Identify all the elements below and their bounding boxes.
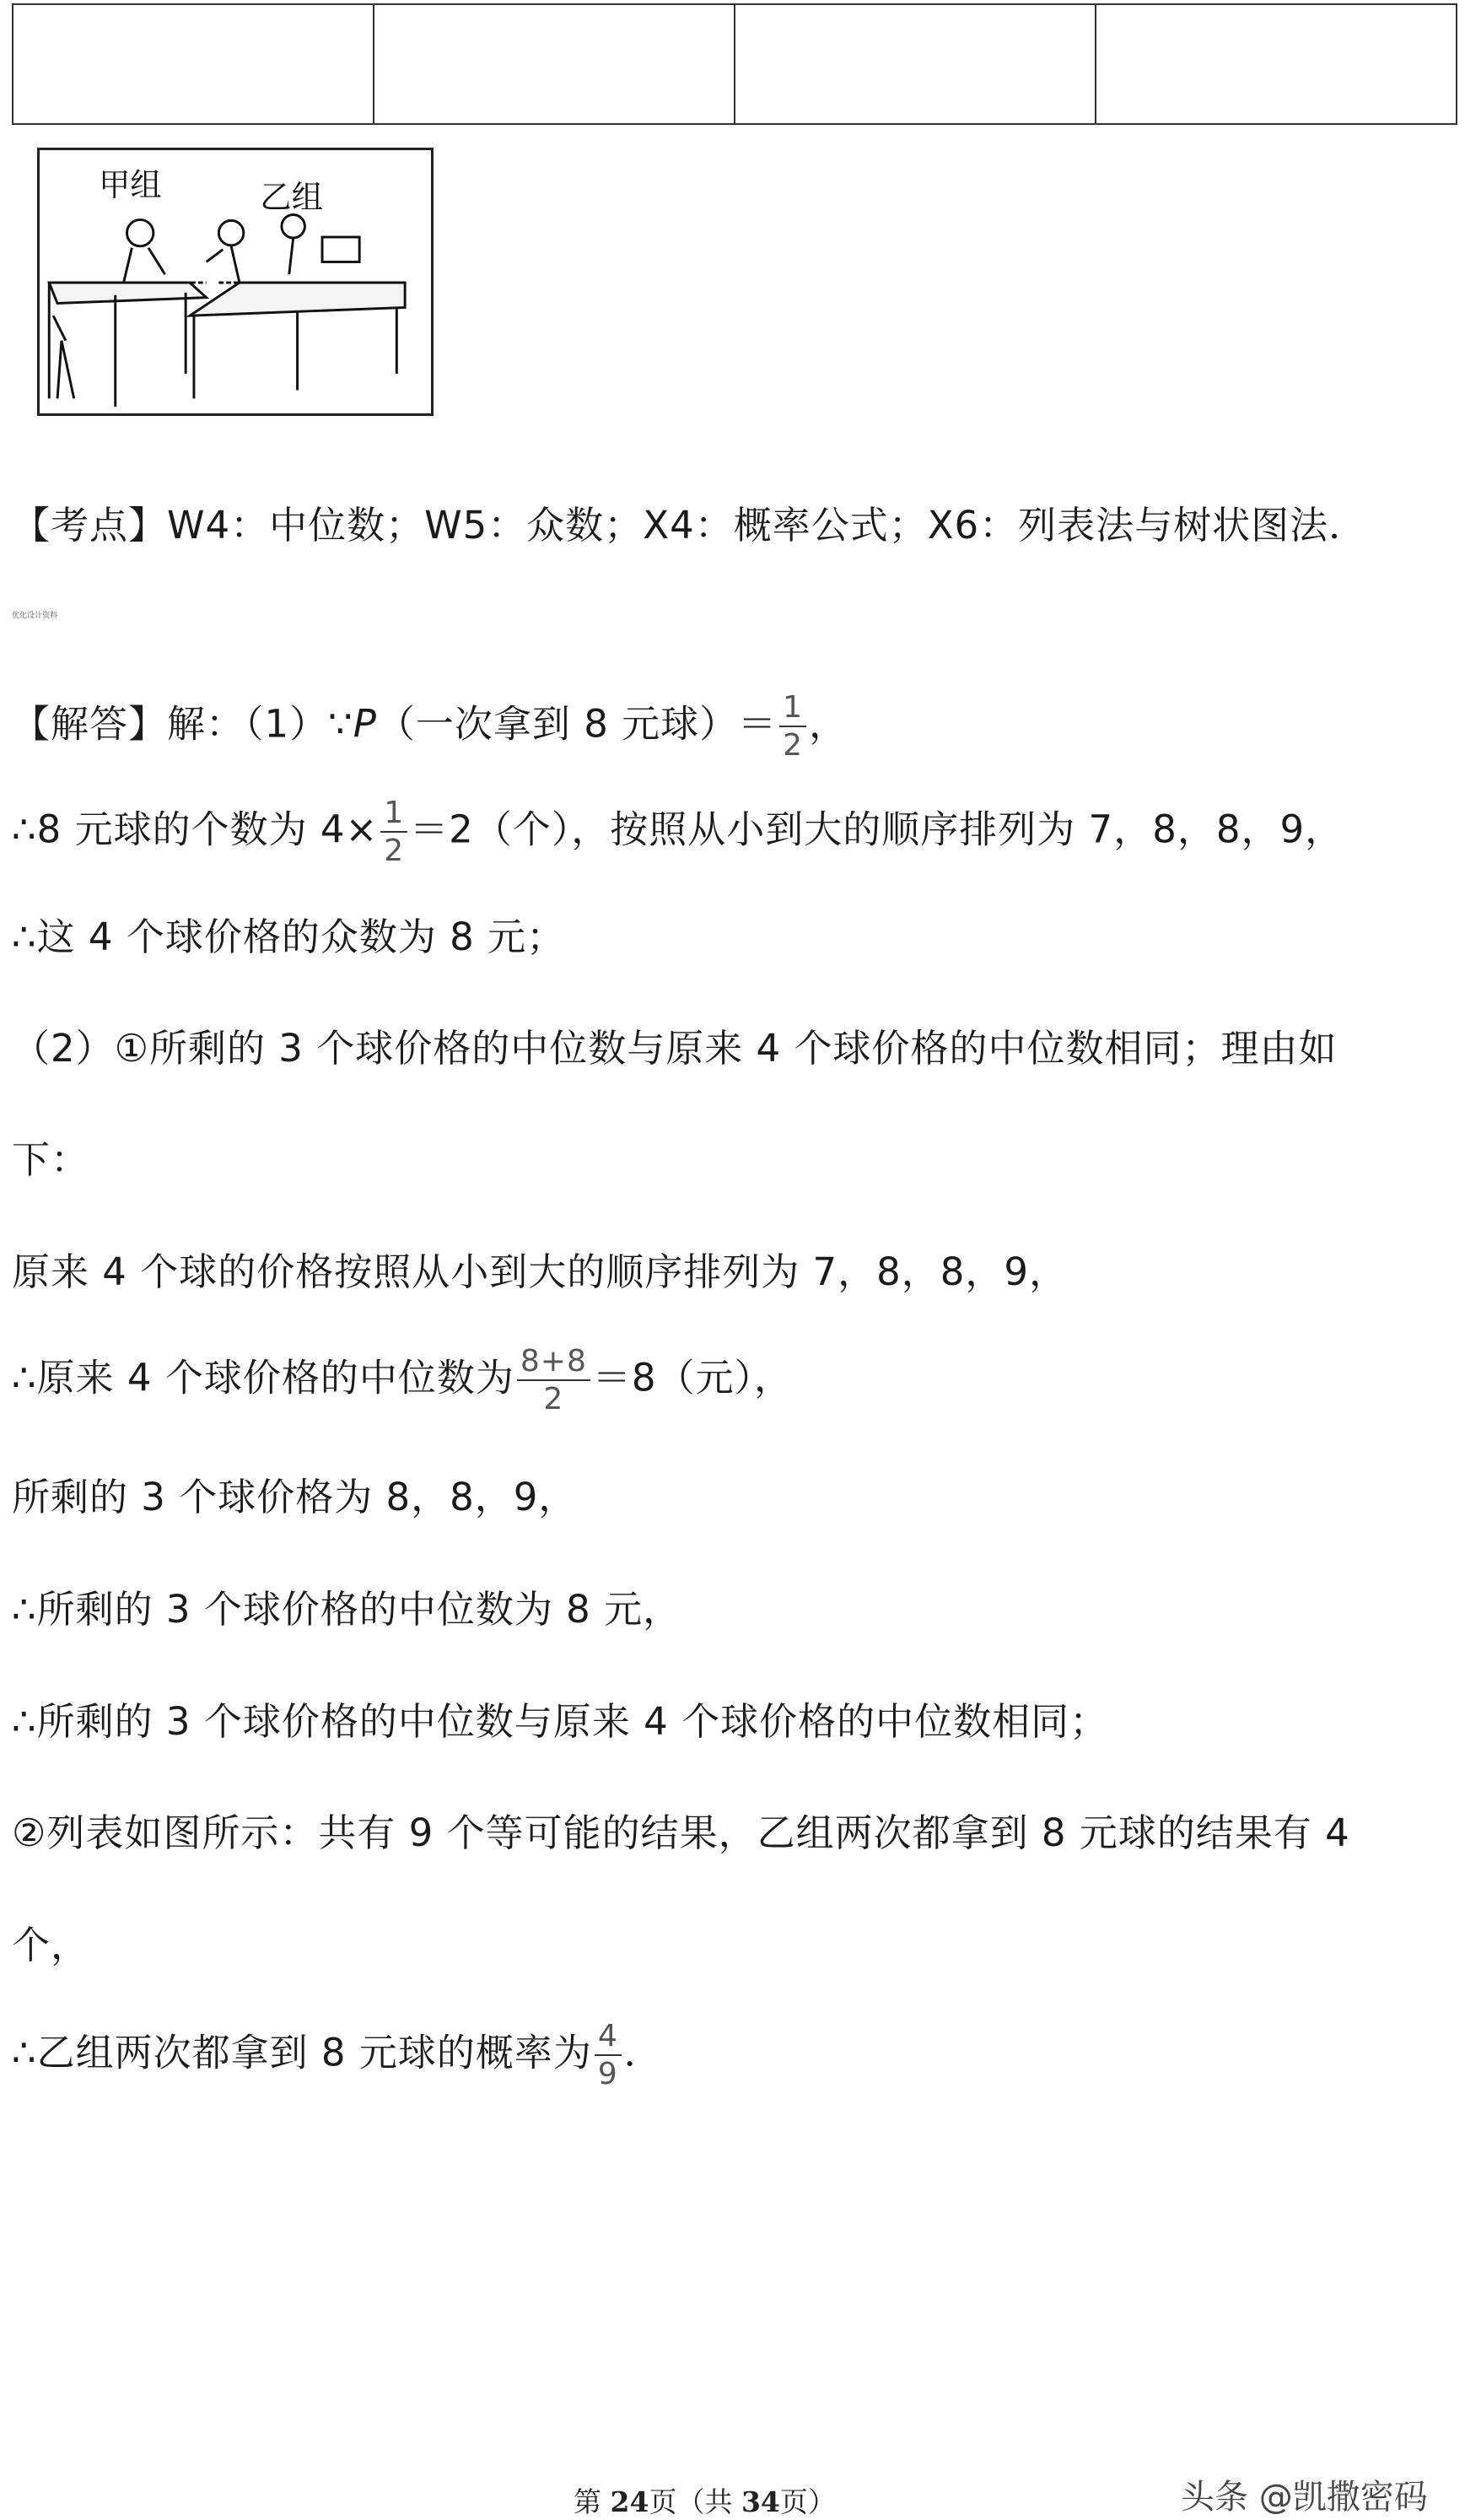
answer-line-3: ∴这 4 个球价格的众数为 8 元；	[12, 915, 566, 959]
fraction-numerator: 1	[779, 692, 806, 727]
answer-line-2	[12, 797, 1344, 867]
answer-table	[12, 3, 1457, 125]
answer-line-10: ∴所剩的 3 个球价格的中位数与原来 4 个球价格的中位数相同；	[12, 1699, 1109, 1744]
fraction-numerator: 8+8	[517, 1346, 590, 1381]
page-number: 24	[610, 2485, 649, 2518]
fraction-denominator: 2	[543, 1381, 564, 1416]
answer-line-7	[12, 1346, 793, 1416]
text-span: ∴8 元球的个数为 4×	[12, 807, 379, 852]
answer-line-11: ②列表如图所示：共有 9 个等可能的结果，乙组两次都拿到 8 元球的结果有 4	[12, 1810, 1350, 1855]
table-cell	[735, 4, 1096, 124]
ping-pong-illustration	[37, 148, 434, 416]
right-table	[190, 283, 405, 398]
answer-line-9: ∴所剩的 3 个球价格的中位数为 8 元，	[12, 1587, 682, 1632]
fraction-numerator: 1	[380, 797, 407, 833]
footer-text: 页（共	[649, 2485, 741, 2518]
text-span: ∴原来 4 个球价格的中位数为	[12, 1355, 514, 1400]
fraction-denominator: 2	[384, 833, 405, 868]
text-span: ＝2（个），按照从小到大的顺序排列为 7，8，8，9，	[410, 807, 1344, 852]
answer-line-13	[12, 2021, 663, 2091]
fraction-numerator: 4	[595, 2021, 622, 2056]
answer-line-5: 下：	[12, 1137, 90, 1182]
text-span: 【解答】解：（1）∵	[12, 701, 353, 747]
page-total: 34	[741, 2485, 780, 2518]
fraction	[517, 1346, 590, 1416]
table-cell	[13, 4, 374, 124]
group-b-label: 乙组	[260, 178, 323, 216]
fraction-denominator: 9	[597, 2056, 618, 2091]
text-span: ，	[809, 701, 848, 747]
table-cell	[374, 4, 735, 124]
kaodian-label: 【考点】	[12, 503, 168, 548]
answer-line-6: 原来 4 个球的价格按照从小到大的顺序排列为 7，8，8，9，	[12, 1249, 1069, 1294]
answer-line-1	[12, 692, 848, 762]
group-a-label: 甲组	[99, 165, 162, 203]
footer-text: 第	[574, 2485, 611, 2518]
small-note: 优化设计资料	[12, 612, 58, 620]
fraction	[779, 692, 806, 762]
text-span: ＝8（元），	[592, 1355, 793, 1400]
text-span: ∴乙组两次都拿到 8 元球的概率为	[12, 2030, 592, 2075]
watermark: 头条 @凯撒密码	[1181, 2478, 1428, 2517]
text-span: ．	[623, 2030, 663, 2075]
answer-line-8: 所剩的 3 个球价格为 8，8，9，	[12, 1475, 578, 1519]
fraction	[595, 2021, 622, 2091]
kaodian-text: W4：中位数；W5：众数；X4：概率公式；X6：列表法与树状图法．	[167, 503, 1368, 548]
answer-line-12: 个，	[12, 1923, 90, 1967]
kaodian-line	[12, 503, 1368, 548]
probability-symbol: P	[353, 701, 377, 747]
text-span: （一次拿到 8 元球）＝	[376, 701, 778, 747]
page-footer	[574, 2480, 836, 2520]
fraction	[380, 797, 407, 867]
fraction-denominator: 2	[783, 727, 804, 763]
table-cell	[1096, 4, 1457, 124]
footer-text: 页）	[779, 2485, 836, 2518]
answer-line-4: （2）①所剩的 3 个球价格的中位数与原来 4 个球价格的中位数相同；理由如	[12, 1026, 1338, 1071]
